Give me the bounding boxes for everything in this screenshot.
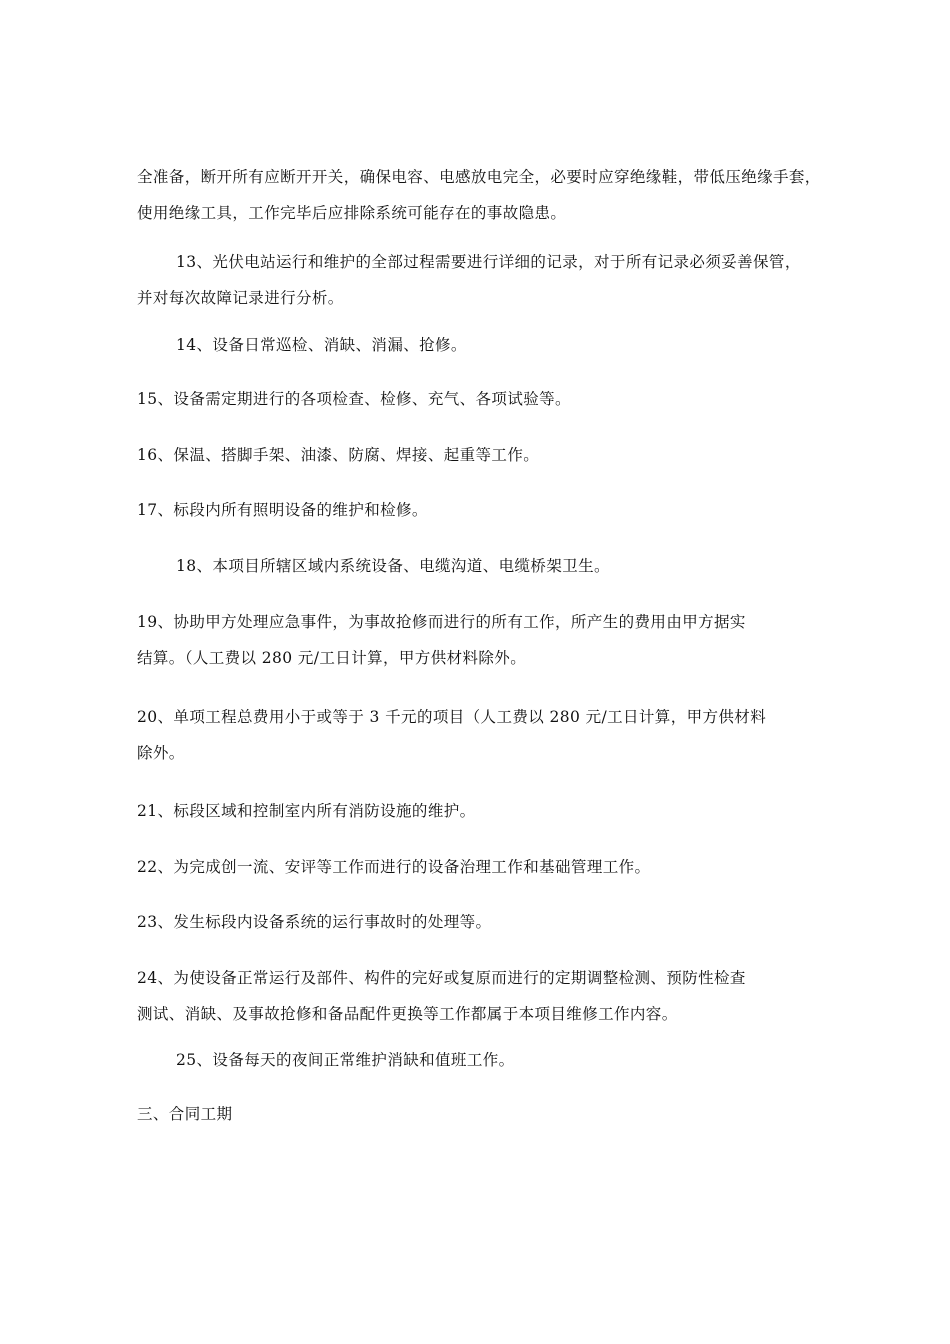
- paragraph-item-25: [176, 1042, 827, 1078]
- paragraph-item-22: [137, 849, 827, 885]
- text-line: 13、光伏电站运行和维护的全部过程需要进行详细的记录，对于所有记录必须妥善保管，: [176, 253, 801, 271]
- paragraph-item-16: [137, 437, 827, 473]
- paragraph-continued: [137, 159, 827, 231]
- text-line: 15、设备需定期进行的各项检查、检修、充气、各项试验等。: [137, 390, 571, 408]
- text-line: 21、标段区域和控制室内所有消防设施的维护。: [137, 802, 476, 820]
- text-line: 14、设备日常巡检、消缺、消漏、抢修。: [176, 336, 467, 354]
- text-line: 23、发生标段内设备系统的运行事故时的处理等。: [137, 913, 492, 931]
- text-line: 结算。（人工费以 280 元/工日计算，甲方供材料除外。: [137, 649, 527, 667]
- text-line: 24、为使设备正常运行及部件、构件的完好或复原而进行的定期调整检测、预防性检查: [137, 969, 746, 987]
- text-line: 16、保温、搭脚手架、油漆、防腐、焊接、起重等工作。: [137, 446, 540, 464]
- text-line: 17、标段内所有照明设备的维护和检修。: [137, 501, 428, 519]
- text-line: 测试、消缺、及事故抢修和备品配件更换等工作都属于本项目维修工作内容。: [137, 1005, 678, 1023]
- text-line: 使用绝缘工具，工作完毕后应排除系统可能存在的事故隐患。: [137, 204, 567, 222]
- paragraph-item-23: [137, 904, 827, 940]
- paragraph-item-24: [137, 960, 827, 1032]
- paragraph-item-21: [137, 793, 827, 829]
- paragraph-item-15: [137, 381, 827, 417]
- paragraph-item-17: [137, 492, 827, 528]
- text-line: 全准备，断开所有应断开开关，确保电容、电感放电完全，必要时应穿绝缘鞋，带低压绝缘手套，: [137, 168, 821, 186]
- text-line: 除外。: [137, 744, 185, 762]
- section-heading-contract-period: [137, 1096, 827, 1132]
- paragraph-item-14: [176, 327, 827, 363]
- text-line: 18、本项目所辖区域内系统设备、电缆沟道、电缆桥架卫生。: [176, 557, 610, 575]
- text-line: 三、合同工期: [137, 1105, 233, 1123]
- text-line: 并对每次故障记录进行分析。: [137, 289, 344, 307]
- text-line: 20、单项工程总费用小于或等于 3 千元的项目（人工费以 280 元/工日计算，甲方供材料: [137, 708, 767, 726]
- text-line: 22、为完成创一流、安评等工作而进行的设备治理工作和基础管理工作。: [137, 858, 651, 876]
- paragraph-item-18: [176, 548, 827, 584]
- text-line: 19、协助甲方处理应急事件，为事故抢修而进行的所有工作，所产生的费用由甲方据实: [137, 613, 746, 631]
- paragraph-item-20: [137, 699, 827, 771]
- paragraph-item-19: [137, 604, 827, 676]
- text-line: 25、设备每天的夜间正常维护消缺和值班工作。: [176, 1051, 515, 1069]
- paragraph-item-13: [137, 244, 827, 316]
